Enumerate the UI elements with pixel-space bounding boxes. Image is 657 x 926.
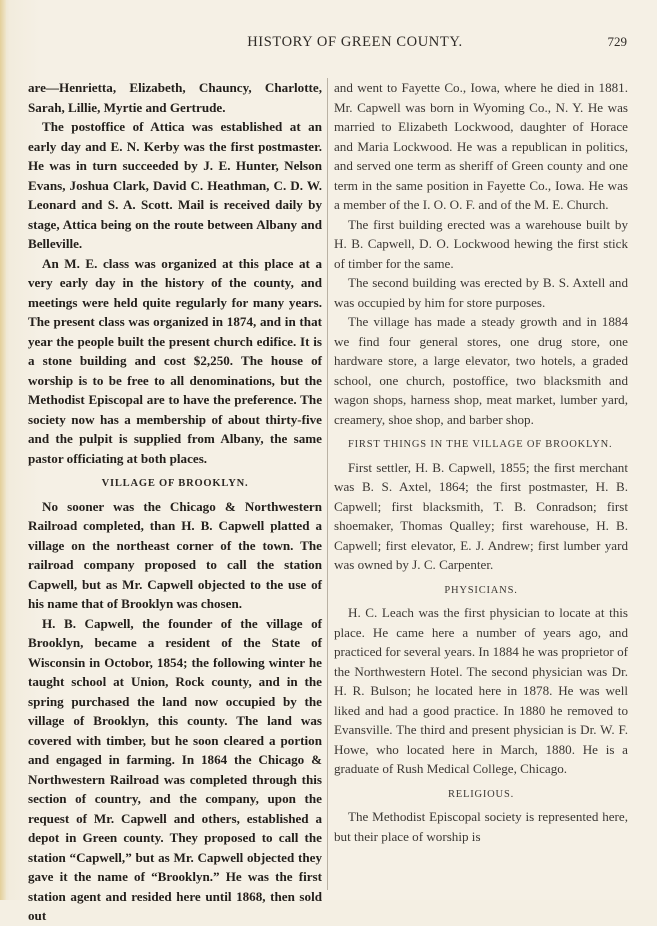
running-head: HISTORY OF GREEN COUNTY. — [247, 34, 463, 50]
paragraph: No sooner was the Chicago & Northwestern Railroad completed, than H. B. Capwell platted a village on the northeast corner of the town. The railroad company proposed to call the station Capwell, but as Mr. Capwell objected to the use of his name that of Brooklyn was chosen. — [28, 498, 322, 611]
section-heading: PHYSICIANS. — [444, 584, 518, 596]
section-heading: VILLAGE OF BROOKLYN. — [101, 478, 249, 489]
paragraph: The first building erected was a warehouse built by H. B. Capwell, D. O. Lockwood hewing the first stick of timber for the same. — [334, 216, 628, 271]
page-number: 729 — [607, 34, 627, 49]
paragraph: The postoffice of Attica was established at an early day and E. N. Kerby was the first postmaster. He was in turn succeeded by J. E. Hunter, Nelson Evans, Joshua Clark, David C. Heathman, C. D. W. Leonard and S. A. Scott. Mail is received daily by stage, Attica being on the route between Albany and Belleville. — [28, 119, 322, 251]
column-divider — [327, 78, 328, 890]
paragraph: and went to Fayette Co., Iowa, where he died in 1881. Mr. Capwell was born in Wyoming Co., N. Y. He was married to Elizabeth Lockwood, daughter of Horace and Maria Lockwood. He was a republican in politics, and served one term as sheriff of Green county and one term in the same position in Fayette Co., Iowa. He was a member of the I. O. O. F. and of the M. E. Church. — [334, 80, 628, 212]
page-header — [0, 34, 657, 54]
section-heading: RELIGIOUS. — [447, 788, 515, 800]
paragraph: H. C. Leach was the first physician to locate at this place. He came here a number of years ago, and practiced for several years. In 1884 he was proprietor of the Northwestern Hotel. The second physician was Dr. H. R. Bulson; he located here in 1878. He was well liked and had a good practice. In 1880 he removed to Evansville. The third and present physician is Dr. W. F. Howe, who located here in March, 1880. He is a graduate of Rush Medical College, Chicago. — [334, 605, 628, 776]
section-heading: FIRST THINGS IN THE VILLAGE OF BROOKLYN. — [348, 439, 613, 450]
left-column — [28, 78, 322, 926]
paragraph: The Methodist Episcopal society is represented here, but their place of worship is — [334, 809, 628, 844]
right-column — [334, 78, 628, 846]
paragraph: The second building was erected by B. S. Axtell and was occupied by him for store purposes. — [334, 275, 628, 310]
paragraph: The village has made a steady growth and in 1884 we find four general stores, one drug store, one hardware store, a large elevator, two hotels, a graded school, one church, postoffice, two blacksmith and wagon shops, harness shop, meat market, lumber yard, creamery, shoe shop, and barber shop. — [334, 314, 628, 427]
paragraph: H. B. Capwell, the founder of the village of Brooklyn, became a resident of the State of Wisconsin in Octobor, 1854; the following winter he taught school at Union, Rock county, and in the spring purchased the land now occupied by the village of Brooklyn, this county. The land was covered with timber, but he soon cleared a portion and engaged in farming. In 1864 the Chicago & Northwestern Railroad was completed through this section of country, and the company, upon the request of Mr. Capwell and others, established a depot in Green county. They proposed to call the station “Capwell,” but as Mr. Capwell objected they gave it the name of “Brooklyn.” He was the first station agent and resided here until 1868, then sold out — [28, 615, 322, 923]
paragraph: An M. E. class was organized at this place at a very early day in the history of the county, and meetings were held quite regularly for many years. The present class was organized in 1874, and in that year the people built the present church edifice. It is a stone building and cost $2,250. The house of worship is to be free to all denominations, but the Methodist Episcopal are to have the preference. The society now has a membership of about thirty-five and the pulpit is supplied from Albany, the same pastor officiating at both places. — [28, 255, 322, 466]
page-spine-edge — [0, 0, 6, 900]
paragraph: are—Henrietta, Elizabeth, Chauncy, Charlotte, Sarah, Lillie, Myrtie and Gertrude. — [28, 80, 322, 115]
paragraph: First settler, H. B. Capwell, 1855; the first merchant was B. S. Axtel, 1864; the first postmaster, H. B. Capwell; first blacksmith, T. B. Conradson; first shoemaker, Thomas Qualley; first warehouse, H. B. Capwell; first elevator, E. J. Andrew; first lumber yard was owned by J. C. Carpenter. — [334, 459, 628, 572]
